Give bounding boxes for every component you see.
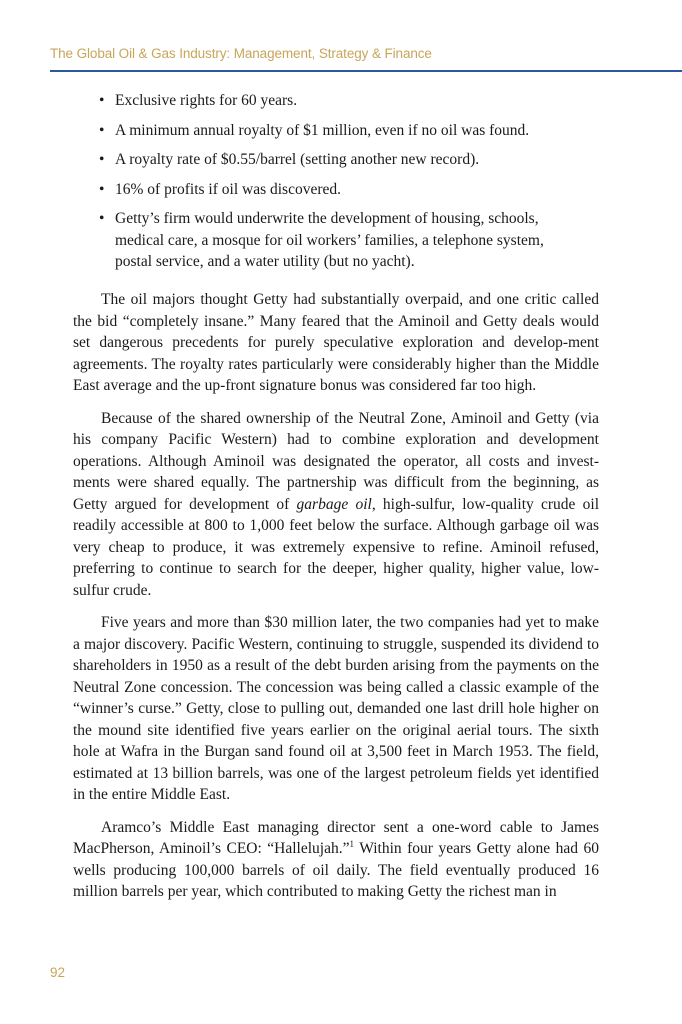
- paragraph-text: Because of the shared ownership of the Neutral Zone, Aminoil and Getty (via his company Pacific Western) had to combine exploration and development operations. Although Aminoil was designated the operator, all costs and invest-ments were shared equally. The partnership was difficult from the beginning, as Getty argued for development of: [73, 409, 599, 513]
- running-header: The Global Oil & Gas Industry: Management, Strategy & Finance: [50, 46, 432, 61]
- bullet-text: A royalty rate of $0.55/barrel (setting another new record).: [115, 151, 480, 168]
- paragraph-text: , high-sulfur, low-quality crude oil readily accessible at 800 to 1,000 feet below the surface. Although garbage oil was very cheap to produce, it was extremely expensive to refine. Aminoil refused, preferring to continue to search for the deeper, higher quality, higher value, low-sulfur crude.: [73, 495, 599, 599]
- paragraph: [73, 408, 599, 602]
- page-number: 92: [50, 965, 66, 980]
- header-rule: [50, 70, 682, 72]
- bullet-item: [99, 179, 579, 201]
- bullet-text: 16% of profits if oil was discovered.: [115, 180, 341, 198]
- bullet-text: Getty’s firm would underwrite the development of housing, schools, medical care, a mosque for oil workers’ families, a telephone system, postal service, and a water utility (but no yacht).: [115, 210, 544, 270]
- bullet-mark: •: [99, 92, 105, 109]
- bullet-item: [99, 120, 579, 142]
- paragraph-text: Aramco’s Middle East managing director sent a one-word cable to James MacPherson, Aminoil’s CEO: “Hallelujah.”: [73, 818, 599, 857]
- bullet-item: [99, 149, 579, 171]
- bullet-text: Exclusive rights for 60 years.: [115, 92, 298, 109]
- bullet-text: A minimum annual royalty of $1 million, even if no oil was found.: [115, 121, 530, 139]
- bullet-mark: •: [99, 151, 105, 168]
- paragraph-text: Within four years Getty alone had 60 wells producing 100,000 barrels of oil daily. The field eventually produced 16 million barrels per year, which contributed to making Getty the richest man in: [73, 840, 600, 900]
- bullet-mark: •: [99, 180, 105, 198]
- paragraph: [73, 817, 599, 903]
- terms-bullet-list: [99, 90, 579, 281]
- bullet-mark: •: [99, 121, 105, 139]
- paragraph: Five years and more than $30 million later, the two companies had yet to make a major discovery. Pacific Western, continuing to struggle, suspended its dividend to shareholders in 1950 as a result of the debt burden arising from the payments on the Neutral Zone concession. The concession was being called a classic example of the “winner’s curse.” Getty, close to pulling out, demanded one last drill hole higher on the mound site identified five years earlier on the original aerial tours. The sixth hole at Wafra in the Burgan sand found oil at 3,500 feet in March 1953. The field, estimated at 13 billion barrels, was one of the largest petroleum fields yet identified in the entire Middle East.: [73, 614, 599, 803]
- bullet-item: [99, 90, 579, 112]
- bullet-item: [99, 208, 579, 273]
- footnote-marker[interactable]: 1: [349, 838, 354, 849]
- bullet-mark: •: [99, 210, 105, 227]
- body-text: [73, 289, 599, 914]
- paragraph: The oil majors thought Getty had substantially overpaid, and one critic called the bid “completely insane.” Many feared that the Aminoil and Getty deals would set dangerous precedents for purely speculative exploration and develop-ment agreements. The royalty rates particularly were considerably higher than the Middle East average and the up-front signature bonus was considered far too high.: [73, 291, 599, 394]
- italic-term: garbage oil: [296, 495, 372, 513]
